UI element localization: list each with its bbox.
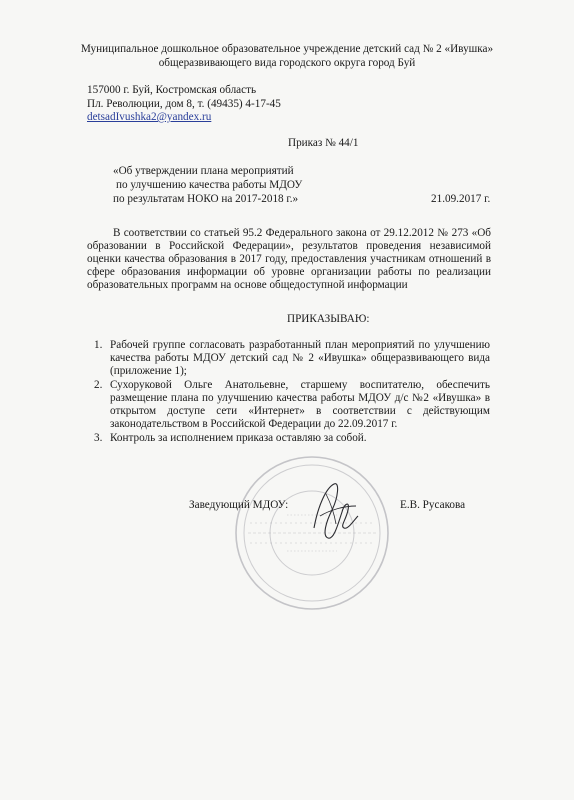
list-item-number: 2.	[94, 379, 103, 391]
address-line2: Пл. Революции, дом 8, т. (49435) 4-17-45	[87, 98, 281, 110]
list-item	[88, 432, 490, 445]
email-link[interactable]: detsadIvushka2@yandex.ru	[87, 111, 212, 123]
signature-position: Заведующий МДОУ:	[189, 499, 289, 511]
org-name-line1: Муниципальное дошкольное образовательное учреждение детский сад № 2 «Ивушка»	[80, 43, 494, 55]
order-subject-line1: «Об утверждении плана мероприятий	[113, 165, 294, 177]
order-word: ПРИКАЗЫВАЮ:	[287, 313, 370, 325]
list-item-text: Контроль за исполнением приказа оставляю за собой.	[110, 432, 367, 444]
list-item-number: 1.	[94, 339, 103, 351]
order-subject-line2: по улучшению качества работы МДОУ	[116, 179, 303, 191]
list-item	[88, 379, 490, 431]
list-item	[88, 339, 490, 378]
preamble-paragraph: В соответствии со статьей 95.2 Федерального закона от 29.12.2012 № 273 «Об образовании в Российской Федерации», результатов проведения независимой оценки качества образования в 2017 году, предоставления участникам отношений в сфере образования информации об уровне организации работы по реализации образовательных программ на основе общедоступной информации	[87, 227, 491, 291]
order-subject-line3: по результатам НОКО на 2017-2018 г.»	[113, 193, 299, 205]
order-date: 21.09.2017 г.	[431, 193, 491, 205]
order-items-list	[88, 339, 490, 446]
address-line1: 157000 г. Буй, Костромская область	[87, 84, 257, 96]
handwritten-signature	[304, 476, 364, 544]
list-item-text: Сухоруковой Ольге Анатольевне, старшему воспитателю, обеспечить размещение плана по улучшению качества работы МДОУ д/с №2 «Ивушка» в открытом доступе сети «Интернет» в соответствии с действующим законодательством в Российской Федерации до 22.09.2017 г.	[110, 379, 490, 430]
list-item-text: Рабочей группе согласовать разработанный план мероприятий по улучшению качества работы МДОУ детский сад № 2 «Ивушка» общеразвивающего вида (приложение 1);	[110, 339, 490, 377]
order-title: Приказ № 44/1	[288, 137, 359, 149]
list-item-number: 3.	[94, 432, 103, 444]
org-name-line2: общеразвивающего вида городского округа город Буй	[158, 57, 416, 69]
signature-name: Е.В. Русакова	[400, 499, 466, 511]
